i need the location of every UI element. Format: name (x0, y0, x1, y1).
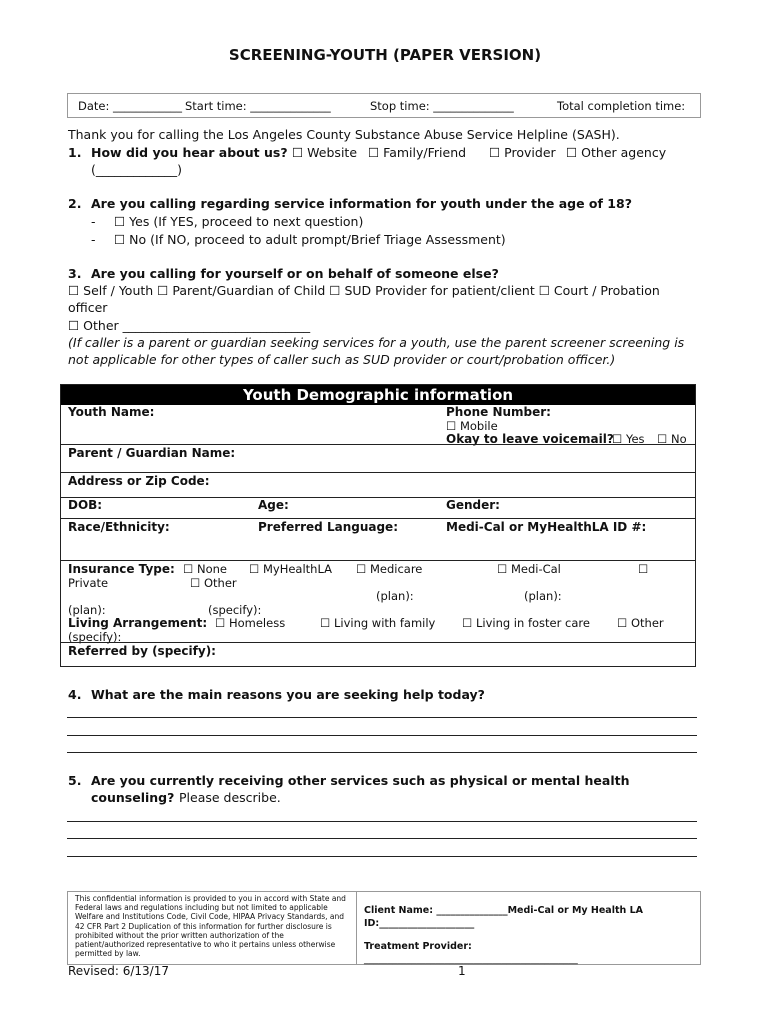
treatment-provider-line[interactable]: _____________________________________________ (364, 954, 578, 965)
q2-dash: - (91, 232, 96, 247)
language-label: Preferred Language: (258, 520, 398, 534)
living-arrangement-label: Living Arrangement: (68, 616, 208, 630)
q3-note-line2: not applicable for other types of caller such as SUD provider or court/probation officer.) (68, 352, 616, 367)
insurance-medical-checkbox[interactable]: ☐ Medi-Cal (497, 562, 561, 576)
q4-answer-line[interactable] (67, 717, 697, 718)
insurance-other-specify: (specify): (208, 603, 262, 617)
q1-number: 1. (68, 145, 82, 160)
q5-text-line1: Are you currently receiving other services such as physical or mental health (91, 773, 630, 788)
q1-website-option[interactable]: ☐ Website (292, 145, 358, 160)
q2-text: Are you calling regarding service information for youth under the age of 18? (91, 196, 632, 211)
insurance-medicare-checkbox[interactable]: ☐ Medicare (356, 562, 423, 576)
insurance-label: Insurance Type: (68, 562, 175, 576)
q1-family-option[interactable]: ☐ Family/Friend (368, 145, 467, 160)
insurance-none-checkbox[interactable]: ☐ None (183, 562, 227, 576)
q1-other-blank[interactable]: (_____________) (91, 162, 183, 177)
q3-note-line1: (If caller is a parent or guardian seeking services for a youth, use the parent screener screening is (68, 335, 685, 350)
form-title: SCREENING-YOUTH (PAPER VERSION) (228, 46, 542, 64)
voicemail-no-checkbox[interactable]: ☐ No (657, 432, 687, 446)
revised-date: Revised: 6/13/17 (68, 964, 169, 978)
living-other-checkbox[interactable]: ☐ Other (617, 616, 664, 630)
living-family-checkbox[interactable]: ☐ Living with family (320, 616, 436, 630)
q5-number: 5. (68, 773, 82, 788)
row-divider (61, 518, 695, 519)
medicare-plan-label: (plan): (376, 589, 414, 603)
youth-demographic-table (60, 384, 696, 667)
demographic-heading: Youth Demographic information (61, 385, 695, 405)
q4-answer-line[interactable] (67, 735, 697, 736)
treatment-provider-label: Treatment Provider: (364, 941, 472, 952)
q1-other-agency-option[interactable]: ☐ Other agency (566, 145, 667, 160)
insurance-myhealthla-checkbox[interactable]: ☐ MyHealthLA (249, 562, 332, 576)
intro-text: Thank you for calling the Los Angeles County Substance Abuse Service Helpline (SASH). (68, 127, 620, 142)
q5-text-line2: counseling? (91, 790, 175, 805)
referred-by-label: Referred by (specify): (68, 644, 216, 658)
q3-caller-options-cont: officer (68, 300, 108, 315)
living-homeless-checkbox[interactable]: ☐ Homeless (215, 616, 286, 630)
page-number: 1 (458, 964, 466, 978)
q5-answer-line[interactable] (67, 821, 697, 822)
confidential-footer-box (67, 891, 701, 965)
voicemail-yes-checkbox[interactable]: ☐ Yes (612, 432, 645, 446)
row-divider (61, 642, 695, 643)
row-divider (61, 560, 695, 561)
parent-name-label: Parent / Guardian Name: (68, 446, 236, 460)
race-label: Race/Ethnicity: (68, 520, 170, 534)
client-id-field[interactable]: ID:____________________ (364, 918, 475, 929)
q2-dash: - (91, 214, 96, 229)
mobile-checkbox[interactable]: ☐ Mobile (446, 419, 498, 433)
q4-number: 4. (68, 687, 82, 702)
confidentiality-notice: This confidential information is provided to you in accord with State and Federal laws and regulations including but not limited to applicable Welfare and Institutions Code, Civil Code, HIPAA Privacy Standards, and 42 CFR Part 2 Duplication of this information for further disclosure is prohibited without the prior written authorization of the patient/authorized representative to who it pertains unless otherwise permitted by law. (75, 894, 346, 959)
q5-answer-line[interactable] (67, 856, 697, 857)
private-plan-label: (plan): (68, 603, 106, 617)
youth-name-label: Youth Name: (68, 405, 155, 419)
date-field[interactable]: Date: ____________ (78, 99, 183, 113)
voicemail-label: Okay to leave voicemail? (446, 432, 614, 446)
stop-time-field[interactable]: Stop time: ______________ (370, 99, 514, 113)
insurance-other-checkbox[interactable]: ☐ Other (190, 576, 237, 590)
age-label: Age: (258, 498, 289, 512)
q3-caller-options[interactable]: ☐ Self / Youth ☐ Parent/Guardian of Child ☐ SUD Provider for patient/client ☐ Court / Probation (68, 283, 660, 298)
insurance-private-checkbox[interactable]: ☐ (638, 562, 649, 576)
q2-no-option[interactable]: ☐ No (If NO, proceed to adult prompt/Brief Triage Assessment) (114, 232, 506, 247)
insurance-private-label: Private (68, 576, 109, 590)
q3-number: 3. (68, 266, 82, 281)
row-divider (61, 444, 695, 445)
q5-answer-line[interactable] (67, 838, 697, 839)
q4-text: What are the main reasons you are seeking help today? (91, 687, 485, 702)
medical-id-label: Medi-Cal or MyHealthLA ID #: (446, 520, 647, 534)
address-label: Address or Zip Code: (68, 474, 210, 488)
dob-label: DOB: (68, 498, 103, 512)
q1-provider-option[interactable]: ☐ Provider (489, 145, 556, 160)
header-time-box (67, 93, 701, 118)
phone-number-label: Phone Number: (446, 405, 551, 419)
client-name-field[interactable]: Client Name: _______________Medi-Cal or My Health LA (364, 905, 643, 916)
q4-answer-line[interactable] (67, 752, 697, 753)
row-divider (61, 497, 695, 498)
living-foster-checkbox[interactable]: ☐ Living in foster care (462, 616, 590, 630)
q1-text: How did you hear about us? (91, 145, 288, 160)
gender-label: Gender: (446, 498, 500, 512)
medical-plan-label: (plan): (524, 589, 562, 603)
start-time-field[interactable]: Start time: ______________ (185, 99, 331, 113)
q2-yes-option[interactable]: ☐ Yes (If YES, proceed to next question) (114, 214, 364, 229)
q3-text: Are you calling for yourself or on behalf of someone else? (91, 266, 499, 281)
row-divider (61, 472, 695, 473)
total-time-field[interactable]: Total completion time: (557, 99, 686, 113)
q3-other-option[interactable]: ☐ Other ______________________________ (68, 318, 311, 333)
living-other-specify: (specify): (68, 630, 122, 644)
q5-text-line2b: Please describe. (179, 790, 281, 805)
q2-number: 2. (68, 196, 82, 211)
footer-divider (356, 892, 357, 964)
